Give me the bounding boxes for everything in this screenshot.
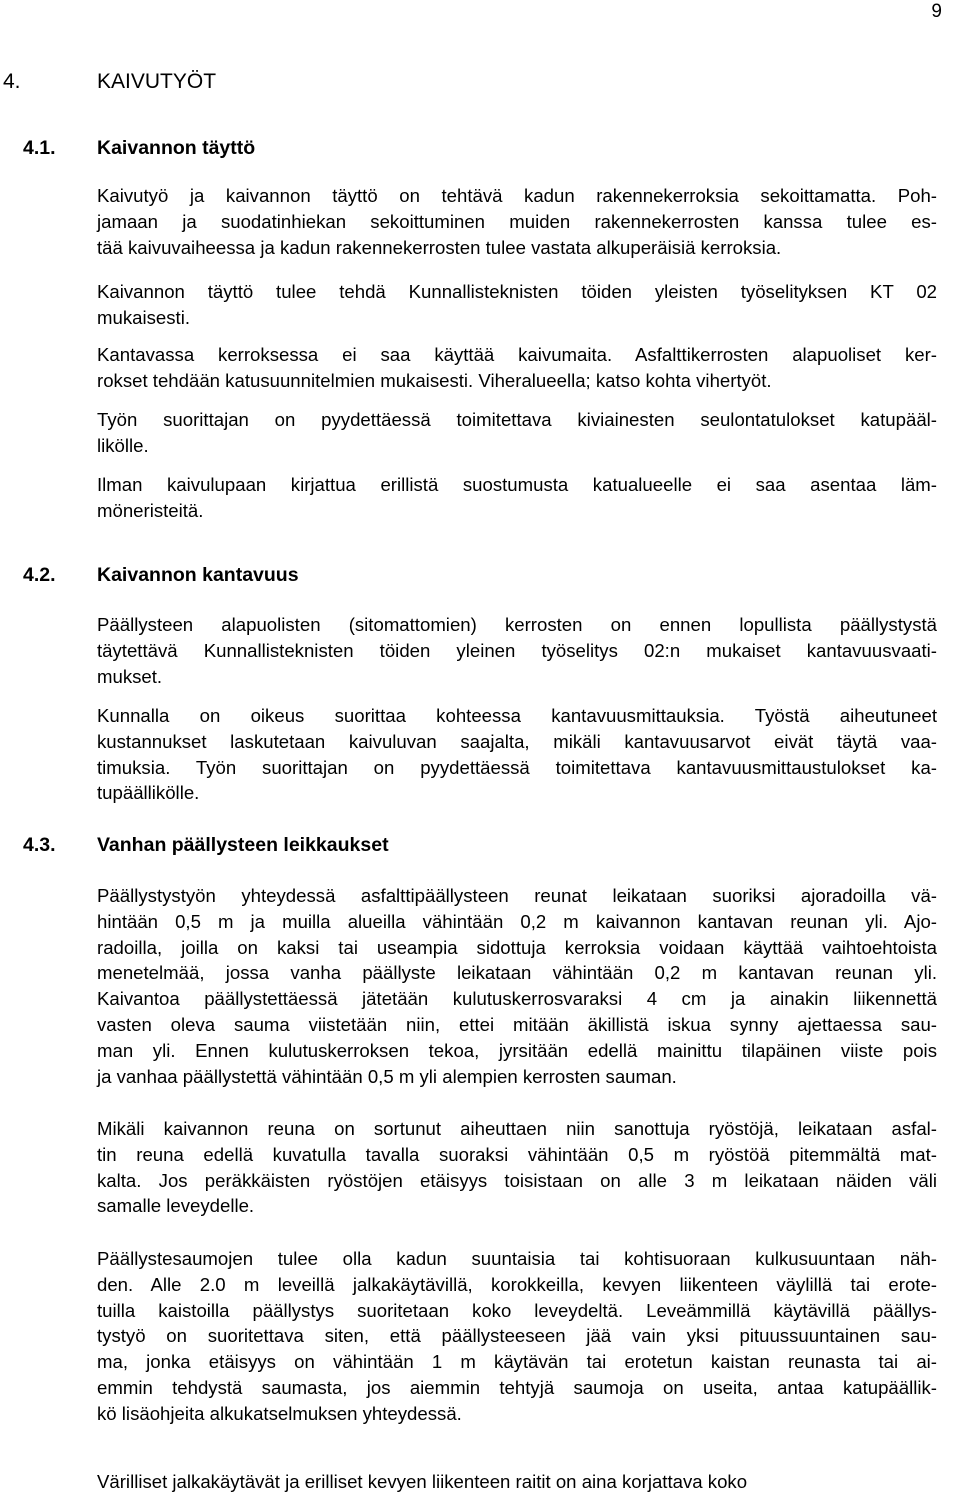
paragraph bbox=[97, 703, 937, 806]
paragraph bbox=[97, 1469, 937, 1495]
text-line: radoilla, joilla on kaksi tai useampia sidottuja kerroksia voidaan käyttää vaihtoehtoista bbox=[97, 936, 937, 958]
text-line: Päällystesaumojen tulee olla kadun suuntaisia tai kohtisuoraan kulkusuuntaan näh- bbox=[97, 1248, 937, 1269]
text-line: mukset. bbox=[97, 665, 163, 687]
paragraph bbox=[97, 407, 937, 459]
text-line: ja vanhaa päällystettä vähintään 0,5 m yli alempien kerrosten sauman. bbox=[97, 1065, 677, 1087]
paragraph bbox=[97, 1116, 937, 1219]
text-line: kö lisäohjeita alkukatselmuksen yhteydessä. bbox=[97, 1402, 462, 1424]
text-line: den. Alle 2.0 m leveillä jalkakäytävillä, korokkeilla, kevyen liikenteen väylillä tai erote- bbox=[97, 1273, 937, 1295]
text-line: Ilman kaivulupaan kirjattua erillistä suostumusta katualueelle ei saa asentaa läm- bbox=[97, 474, 937, 495]
text-line: kalta. Jos peräkkäisten ryöstöjen etäisyys toisistaan on alle 3 m leikataan näiden väli bbox=[97, 1169, 937, 1191]
paragraph bbox=[97, 342, 937, 394]
text-line: mukaisesti. bbox=[97, 306, 190, 328]
paragraph bbox=[97, 883, 937, 1089]
text-line: samalle leveydelle. bbox=[97, 1195, 255, 1217]
text-line: tystyö on suoritettava siten, että päällysteeseen jää vain yksi pituussuuntainen sau- bbox=[97, 1325, 937, 1347]
paragraph bbox=[97, 472, 937, 524]
section-title: Kaivannon kantavuus bbox=[97, 564, 299, 586]
section-number: 4.2. bbox=[23, 564, 56, 586]
text-line: ma, jonka etäisyys on vähintään 1 m käytävän tai erotetun kaistan reunasta tai ai- bbox=[97, 1351, 937, 1373]
paragraph bbox=[97, 279, 937, 331]
text-line: timuksia. Työn suorittajan on pyydettäessä toimitettava kantavuusmittaustulokset ka- bbox=[97, 756, 937, 778]
text-line: Mikäli kaivannon reuna on sortunut aiheuttaen niin sanottuja ryöstöjä, leikataan asfal- bbox=[97, 1118, 937, 1139]
text-line: Kunnalla on oikeus suorittaa kohteessa kantavuusmittauksia. Työstä aiheutuneet bbox=[97, 705, 937, 726]
text-line: menetelmää, jossa vanha päällyste leikataan vähintään 0,2 m kantavan reunan yli. bbox=[97, 962, 937, 984]
text-line: tuilla kaistoilla päällystys suoritetaan koko leveydeltä. Leveämmillä käytävillä päällys- bbox=[97, 1299, 937, 1321]
paragraph bbox=[97, 1246, 937, 1427]
text-line: Työn suorittajan on pyydettäessä toimitettava kiviainesten seulontatulokset katupääl- bbox=[97, 409, 937, 430]
text-line: vasten oleva sauma viistetään niin, ettei mitään äkillistä iskua synny ajettaessa sau- bbox=[97, 1013, 937, 1035]
section-title: Kaivannon täyttö bbox=[97, 137, 256, 159]
text-line: Kaivantoa päällystettäessä jätetään kulutuskerrosvaraksi 4 cm ja ainakin liikennettä bbox=[97, 988, 937, 1010]
text-line: Kantavassa kerroksessa ei saa käyttää kaivumaita. Asfalttikerrosten alapuoliset ker- bbox=[97, 344, 937, 365]
text-line: likölle. bbox=[97, 434, 149, 456]
text-line: hintään 0,5 m ja muilla alueilla vähintään 0,2 m kaivannon kantavan reunan yli. Ajo- bbox=[97, 910, 937, 932]
text-line: tää kaivuvaiheessa ja kadun rakennekerrosten tulee vastata alkuperäisiä kerroksia. bbox=[97, 236, 782, 258]
page-number: 9 bbox=[931, 1, 942, 22]
section-number: 4.3. bbox=[23, 834, 56, 856]
text-line: Kaivannon täyttö tulee tehdä Kunnallisteknisten töiden yleisten työselityksen KT 02 bbox=[97, 281, 937, 302]
text-line: kustannukset laskutetaan kaivuluvan saajalta, mikäli kantavuusarvot eivät täytä vaa- bbox=[97, 730, 937, 752]
text-line: emmin tehdystä saumasta, jos aiemmin tehtyjä saumoja on useita, antaa katupäällik- bbox=[97, 1376, 937, 1398]
text-line: Päällystystyön yhteydessä asfalttipäällysteen reunat leikataan suoriksi ajoradoilla vä- bbox=[97, 885, 937, 906]
text-line: täytettävä Kunnallisteknisten töiden yleinen työselitys 02:n mukaiset kantavuusvaati- bbox=[97, 639, 937, 661]
chapter-number: 4. bbox=[3, 70, 21, 93]
text-line: Kaivutyö ja kaivannon täyttö on tehtävä kadun rakennekerroksia sekoittamatta. Poh- bbox=[97, 185, 937, 206]
text-line: tin reuna edellä kuvatulla tavalla suoraksi vähintään 0,5 m ryöstöä pitemmältä mat- bbox=[97, 1143, 937, 1165]
text-line: man yli. Ennen kulutuskerroksen tekoa, jyrsitään edellä mainittu tilapäinen viiste pois bbox=[97, 1039, 937, 1061]
section-number: 4.1. bbox=[23, 137, 56, 159]
text-line: Päällysteen alapuolisten (sitomattomien) kerrosten on ennen lopullista päällystystä bbox=[97, 614, 937, 635]
text-line: Värilliset jalkakäytävät ja erilliset kevyen liikenteen raitit on aina korjattava koko bbox=[97, 1471, 748, 1492]
section-title: Vanhan päällysteen leikkaukset bbox=[97, 834, 389, 856]
paragraph bbox=[97, 183, 937, 260]
paragraph bbox=[97, 612, 937, 689]
text-line: jamaan ja suodatinhiekan sekoittuminen muiden rakennekerrosten kanssa tulee es- bbox=[97, 210, 937, 232]
text-line: tupäällikölle. bbox=[97, 782, 200, 804]
chapter-title: KAIVUTYÖT bbox=[97, 70, 217, 93]
text-line: rokset tehdään katusuunnitelmien mukaisesti. Viheralueella; katso kohta vihertyöt. bbox=[97, 369, 772, 391]
text-line: möneristeitä. bbox=[97, 499, 204, 521]
